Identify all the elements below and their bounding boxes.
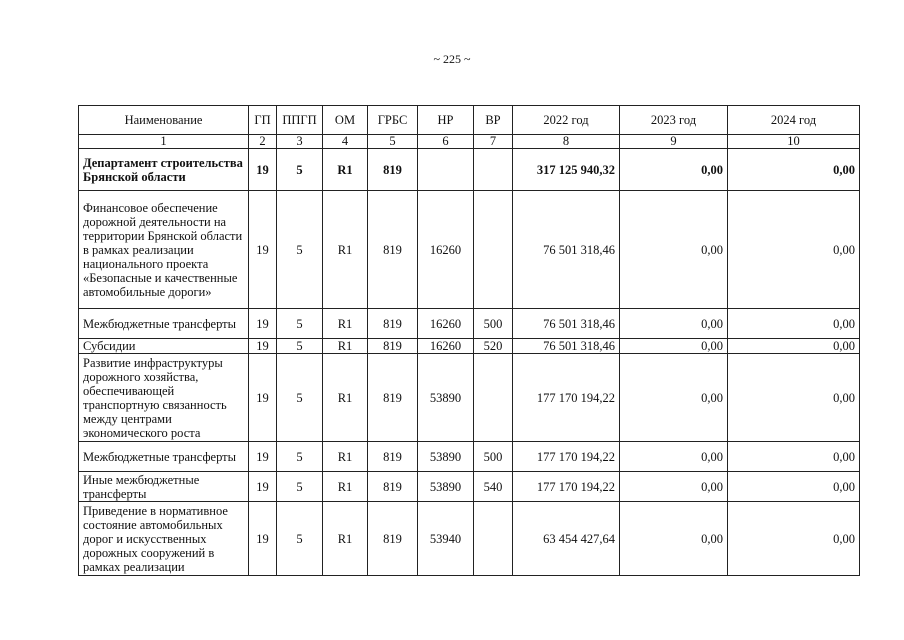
table-row [79, 149, 860, 191]
row-vr: 520 [474, 339, 513, 354]
row-nr [418, 149, 474, 191]
row-grbs: 819 [368, 149, 418, 191]
header-2023: 2023 год [620, 106, 728, 135]
column-number: 7 [474, 135, 513, 149]
row-2022-amount: 177 170 194,22 [513, 442, 620, 472]
row-2022-amount: 177 170 194,22 [513, 354, 620, 442]
row-grbs: 819 [368, 502, 418, 576]
row-grbs: 819 [368, 309, 418, 339]
row-vr [474, 502, 513, 576]
table-row [79, 502, 860, 576]
row-gp: 19 [249, 309, 277, 339]
row-nr: 53890 [418, 354, 474, 442]
row-2023-amount: 0,00 [620, 339, 728, 354]
row-2024-amount: 0,00 [728, 309, 860, 339]
row-2024-amount: 0,00 [728, 354, 860, 442]
row-2024-amount: 0,00 [728, 442, 860, 472]
row-grbs: 819 [368, 442, 418, 472]
row-name: Межбюджетные трансферты [79, 309, 249, 339]
row-ppgp: 5 [277, 472, 323, 502]
column-number: 8 [513, 135, 620, 149]
row-gp: 19 [249, 502, 277, 576]
row-name: Субсидии [79, 339, 249, 354]
row-2022-amount: 76 501 318,46 [513, 339, 620, 354]
row-2023-amount: 0,00 [620, 309, 728, 339]
row-vr [474, 149, 513, 191]
row-2024-amount: 0,00 [728, 191, 860, 309]
row-om: R1 [323, 339, 368, 354]
row-ppgp: 5 [277, 442, 323, 472]
row-name: Финансовое обеспечение дорожной деятельности на территории Брянской области в рамках реализации национального проекта «Безопасные и качественные автомобильные дороги» [79, 191, 249, 309]
row-name: Приведение в нормативное состояние автомобильных дорог и искусственных дорожных сооружений в рамках реализации [79, 502, 249, 576]
row-gp: 19 [249, 339, 277, 354]
column-number-row [79, 135, 860, 149]
row-gp: 19 [249, 149, 277, 191]
header-name: Наименование [79, 106, 249, 135]
table-row [79, 442, 860, 472]
row-nr: 16260 [418, 339, 474, 354]
table-row [79, 472, 860, 502]
row-om: R1 [323, 191, 368, 309]
header-om: ОМ [323, 106, 368, 135]
row-om: R1 [323, 442, 368, 472]
row-om: R1 [323, 309, 368, 339]
row-2023-amount: 0,00 [620, 502, 728, 576]
row-nr: 53890 [418, 442, 474, 472]
row-ppgp: 5 [277, 191, 323, 309]
row-grbs: 819 [368, 191, 418, 309]
row-gp: 19 [249, 354, 277, 442]
column-number: 1 [79, 135, 249, 149]
column-number: 5 [368, 135, 418, 149]
row-nr: 53940 [418, 502, 474, 576]
header-vr: ВР [474, 106, 513, 135]
table-row [79, 309, 860, 339]
column-number: 9 [620, 135, 728, 149]
row-ppgp: 5 [277, 502, 323, 576]
row-name: Развитие инфраструктуры дорожного хозяйства, обеспечивающей транспортную связанность между центрами экономического роста [79, 354, 249, 442]
row-vr [474, 191, 513, 309]
row-gp: 19 [249, 191, 277, 309]
row-om: R1 [323, 354, 368, 442]
header-ppgp: ППГП [277, 106, 323, 135]
row-2023-amount: 0,00 [620, 191, 728, 309]
row-name: Департамент строительства Брянской области [79, 149, 249, 191]
row-2023-amount: 0,00 [620, 442, 728, 472]
header-gp: ГП [249, 106, 277, 135]
row-2024-amount: 0,00 [728, 472, 860, 502]
column-number: 10 [728, 135, 860, 149]
row-2023-amount: 0,00 [620, 354, 728, 442]
row-vr: 540 [474, 472, 513, 502]
table-row [79, 191, 860, 309]
row-name: Межбюджетные трансферты [79, 442, 249, 472]
row-nr: 16260 [418, 191, 474, 309]
row-ppgp: 5 [277, 309, 323, 339]
row-grbs: 819 [368, 472, 418, 502]
row-2022-amount: 177 170 194,22 [513, 472, 620, 502]
budget-table [78, 105, 860, 576]
row-name: Иные межбюджетные трансферты [79, 472, 249, 502]
page-number: ~ 225 ~ [433, 52, 471, 66]
row-2022-amount: 76 501 318,46 [513, 309, 620, 339]
row-nr: 16260 [418, 309, 474, 339]
row-grbs: 819 [368, 354, 418, 442]
header-nr: НР [418, 106, 474, 135]
row-ppgp: 5 [277, 339, 323, 354]
header-grbs: ГРБС [368, 106, 418, 135]
row-2022-amount: 63 454 427,64 [513, 502, 620, 576]
row-2022-amount: 76 501 318,46 [513, 191, 620, 309]
row-grbs: 819 [368, 339, 418, 354]
row-vr: 500 [474, 442, 513, 472]
row-2024-amount: 0,00 [728, 149, 860, 191]
row-gp: 19 [249, 472, 277, 502]
column-number: 6 [418, 135, 474, 149]
row-vr: 500 [474, 309, 513, 339]
header-2022: 2022 год [513, 106, 620, 135]
row-ppgp: 5 [277, 354, 323, 442]
row-2024-amount: 0,00 [728, 502, 860, 576]
row-ppgp: 5 [277, 149, 323, 191]
column-number: 3 [277, 135, 323, 149]
row-vr [474, 354, 513, 442]
row-om: R1 [323, 502, 368, 576]
row-om: R1 [323, 472, 368, 502]
row-nr: 53890 [418, 472, 474, 502]
header-2024: 2024 год [728, 106, 860, 135]
header-row [79, 106, 860, 135]
table-row [79, 354, 860, 442]
row-gp: 19 [249, 442, 277, 472]
row-om: R1 [323, 149, 368, 191]
row-2022-amount: 317 125 940,32 [513, 149, 620, 191]
row-2023-amount: 0,00 [620, 149, 728, 191]
row-2023-amount: 0,00 [620, 472, 728, 502]
column-number: 2 [249, 135, 277, 149]
table-row [79, 339, 860, 354]
column-number: 4 [323, 135, 368, 149]
row-2024-amount: 0,00 [728, 339, 860, 354]
